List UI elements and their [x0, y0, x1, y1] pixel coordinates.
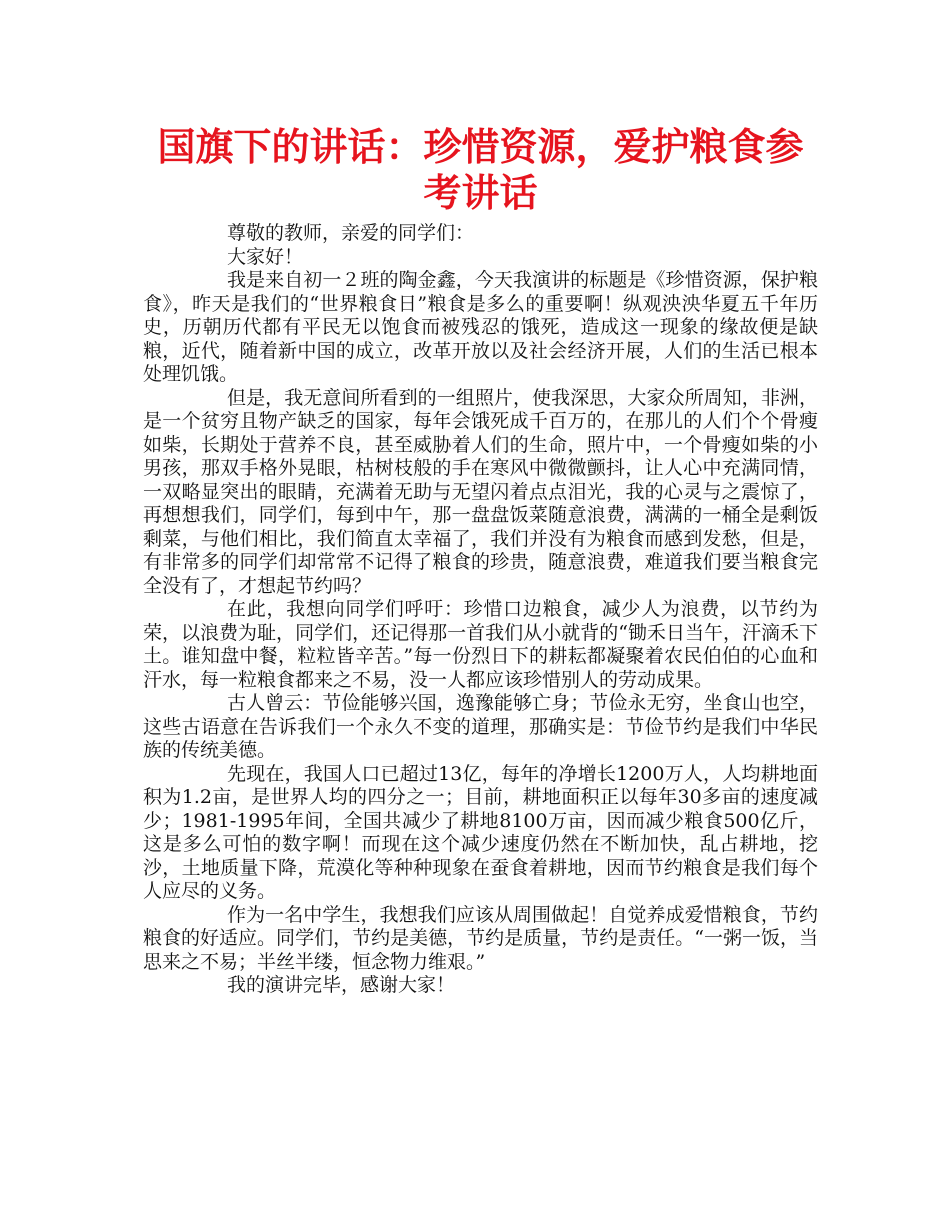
paragraph-student-duty: 作为一名中学生，我想我们应该从周围做起！自觉养成爱惜粮食，节约粮食的好适应。同学们，节约是美德，节约是质量，节约是责任。“一粥一饭，当思来之不易；半丝半缕，恒念物力维艰。” [143, 903, 818, 973]
paragraph-greeting: 大家好！ [227, 245, 304, 268]
paragraph-statistics: 先现在，我国人口已超过13亿，每年的净增长1200万人，人均耕地面积为1.2亩，是世界人均的四分之一；目前，耕地面积正以每年30多亩的速度减少；1981-1995年间，全国共减少了耕地8100万亩，因而减少粮食500亿斤，这是多么可怕的数字啊！而现在这个减少速度仍然在不断加快，乱占耕地，挖沙，土地质量下降，荒漠化等种种现象在蚕食着耕地，因而节约粮食是我们每个人应尽的义务。 [143, 762, 818, 902]
paragraph-photos: 但是，我无意间所看到的一组照片，使我深思，大家众所周知，非洲，是一个贫穷且物产缺乏的国家，每年会饿死成千百万的，在那儿的人们个个骨瘦如柴，长期处于营养不良，甚至威胁着人们的生命，照片中，一个骨瘦如柴的小男孩，那双手格外晃眼，枯树枝般的手在寒风中微微颤抖，让人心中充满同情，一双略显突出的眼睛，充满着无助与无望闪着点点泪光，我的心灵与之震惊了，再想想我们，同学们，每到中午，那一盘盘饭菜随意浪费，满满的一桶全是剩饭剩菜，与他们相比，我们简直太幸福了，我们并没有为粮食而感到发愁，但是，有非常多的同学们却常常不记得了粮食的珍贵，随意浪费，难道我们要当粮食完全没有了，才想起节约吗？ [143, 386, 818, 597]
paragraph-appeal: 在此，我想向同学们呼吁：珍惜口边粮食，减少人为浪费，以节约为荣，以浪费为耻，同学们，还记得那一首我们从小就背的“锄禾日当午，汗滴禾下土。谁知盘中餐，粒粒皆辛苦。”每一份烈日下的耕耘都凝聚着农民伯伯的心血和汗水，每一粒粮食都来之不易，没一人都应该珍惜别人的劳动成果。 [143, 598, 818, 691]
document-page [143, 124, 818, 998]
document-title: 国旗下的讲话：珍惜资源，爱护粮食参考讲话 [157, 125, 804, 215]
paragraph-intro: 我是来自初一２班的陶金鑫，今天我演讲的标题是《珍惜资源，保护粮食》，昨天是我们的“世界粮食日”粮食是多么的重要啊！纵观泱泱华夏五千年历史，历朝历代都有平民无以饱食而被残忍的饿死，造成这一现象的缘故便是缺粮，近代，随着新中国的成立，改革开放以及社会经济开展，人们的生活已根本处理饥饿。 [143, 269, 818, 385]
paragraph-ancient-saying: 古人曾云：节俭能够兴国，逸豫能够亡身；节俭永无穷，坐食山也空，这些古语意在告诉我们一个永久不变的道理，那确实是：节俭节约是我们中华民族的传统美德。 [143, 692, 818, 761]
document-body [143, 222, 818, 998]
paragraph-salutation: 尊敬的教师，亲爱的同学们： [227, 222, 475, 244]
paragraph-closing: 我的演讲完毕，感谢大家！ [227, 974, 456, 996]
